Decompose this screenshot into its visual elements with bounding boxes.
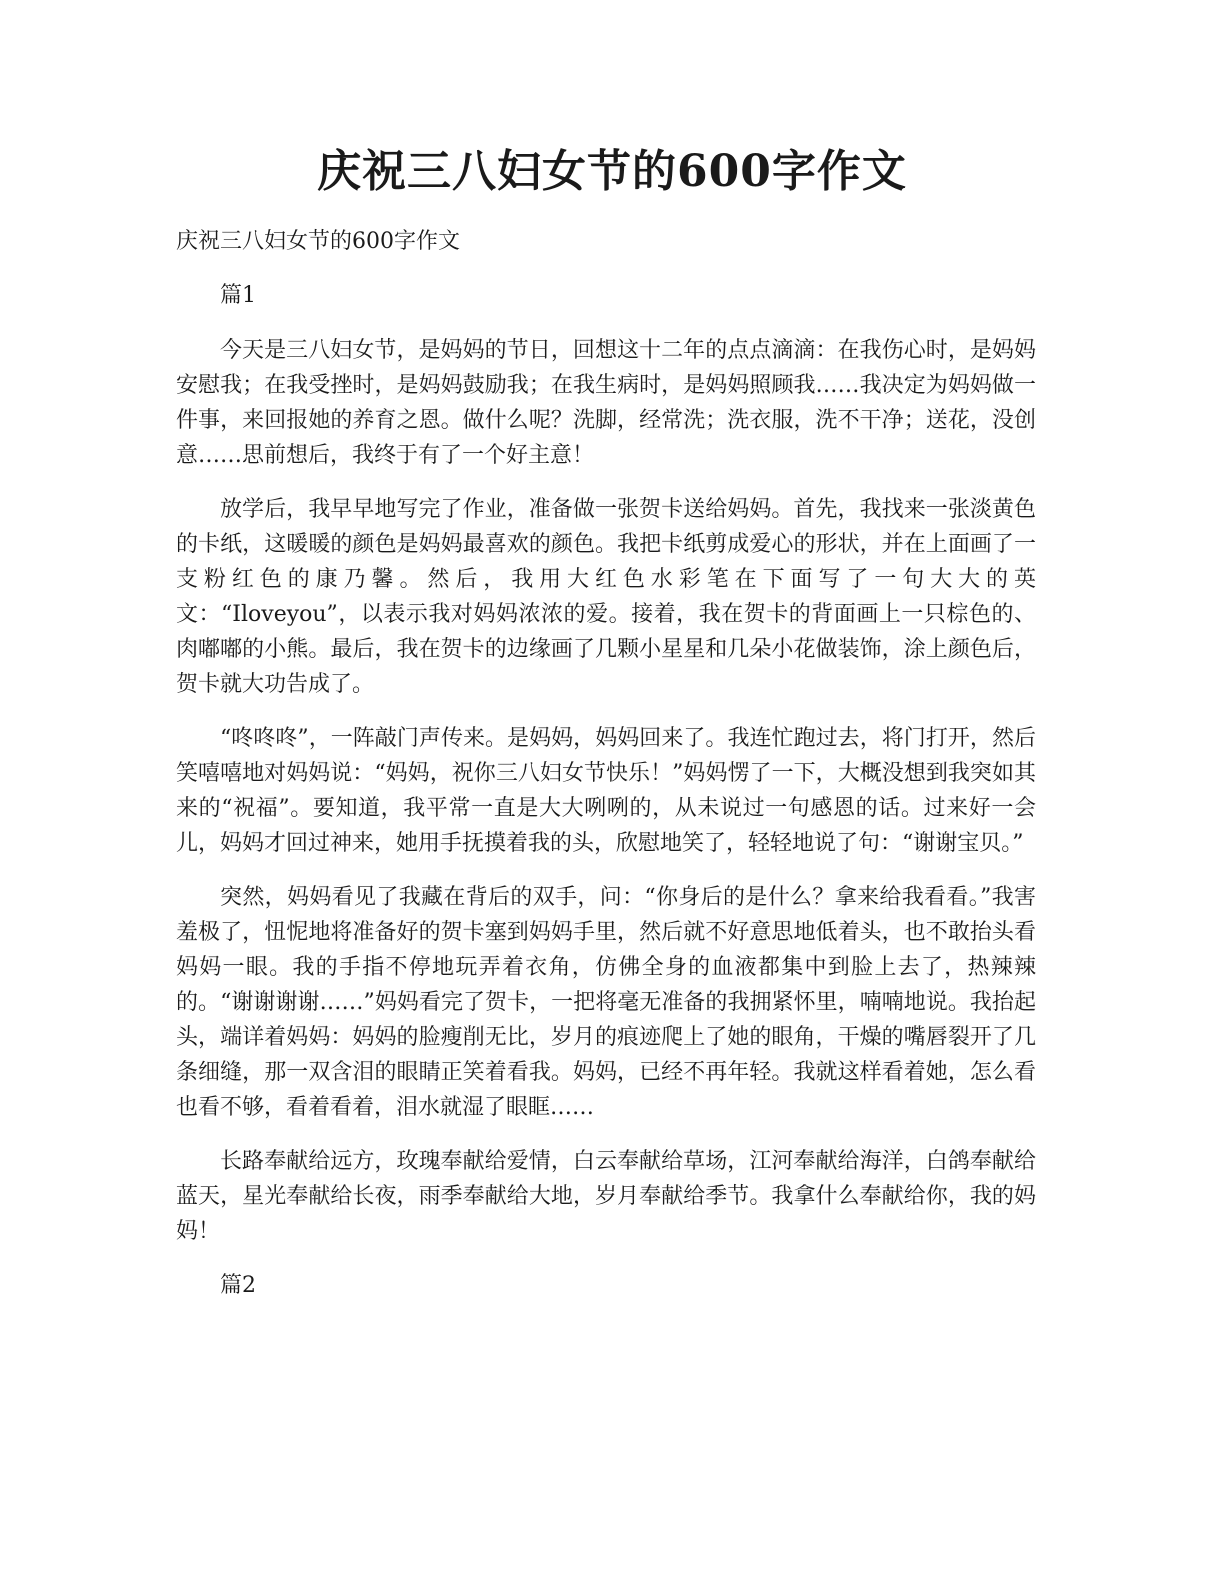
paragraph: “咚咚咚”，一阵敲门声传来。是妈妈，妈妈回来了。我连忙跑过去，将门打开，然后笑嘻嘻地对妈妈说：“妈妈，祝你三八妇女节快乐！”妈妈愣了一下，大概没想到我突如其来的“祝福”。要知道，我平常一直是大大咧咧的，从未说过一句感恩的话。过来好一会儿，妈妈才回过神来，她用手抚摸着我的头，欣慰地笑了，轻轻地说了句：“谢谢宝贝。” <box>176 726 1036 856</box>
document-body <box>176 224 1036 1323</box>
section-label-1: 篇1 <box>220 283 256 308</box>
paragraph: 长路奉献给远方，玫瑰奉献给爱情，白云奉献给草场，江河奉献给海洋，白鸽奉献给蓝天，星光奉献给长夜，雨季奉献给大地，岁月奉献给季节。我拿什么奉献给你，我的妈妈！ <box>176 1149 1036 1244</box>
paragraph: 突然，妈妈看见了我藏在背后的双手，问：“你身后的是什么？拿来给我看看。”我害羞极了，忸怩地将准备好的贺卡塞到妈妈手里，然后就不好意思地低着头，也不敢抬头看妈妈一眼。我的手指不停地玩弄着衣角，仿佛全身的血液都集中到脸上去了，热辣辣的。“谢谢谢谢……”妈妈看完了贺卡，一把将毫无准备的我拥紧怀里，喃喃地说。我抬起头，端详着妈妈：妈妈的脸瘦削无比，岁月的痕迹爬上了她的眼角，干燥的嘴唇裂开了几条细缝，那一双含泪的眼睛正笑着看我。妈妈，已经不再年轻。我就这样看着她，怎么看也看不够，看着看着，泪水就湿了眼眶…… <box>176 885 1036 1120</box>
section-label-2: 篇2 <box>220 1273 256 1298</box>
paragraph: 放学后，我早早地写完了作业，准备做一张贺卡送给妈妈。首先，我找来一张淡黄色的卡纸，这暖暖的颜色是妈妈最喜欢的颜色。我把卡纸剪成爱心的形状，并在上面画了一支粉红色的康乃馨。然后，我用大红色水彩笔在下面写了一句大大的英文：“Iloveyou”，以表示我对妈妈浓浓的爱。接着，我在贺卡的背面画上一只棕色的、肉嘟嘟的小熊。最后，我在贺卡的边缘画了几颗小星星和几朵小花做装饰，涂上颜色后，贺卡就大功告成了。 <box>176 497 1036 697</box>
document-subtitle: 庆祝三八妇女节的600字作文 <box>176 229 460 254</box>
document-title: 庆祝三八妇女节的600字作文 <box>317 146 907 197</box>
paragraph: 今天是三八妇女节，是妈妈的节日，回想这十二年的点点滴滴：在我伤心时，是妈妈安慰我；在我受挫时，是妈妈鼓励我；在我生病时，是妈妈照顾我……我决定为妈妈做一件事，来回报她的养育之恩。做什么呢？洗脚，经常洗；洗衣服，洗不干净；送花，没创意……思前想后，我终于有了一个好主意！ <box>176 338 1036 468</box>
